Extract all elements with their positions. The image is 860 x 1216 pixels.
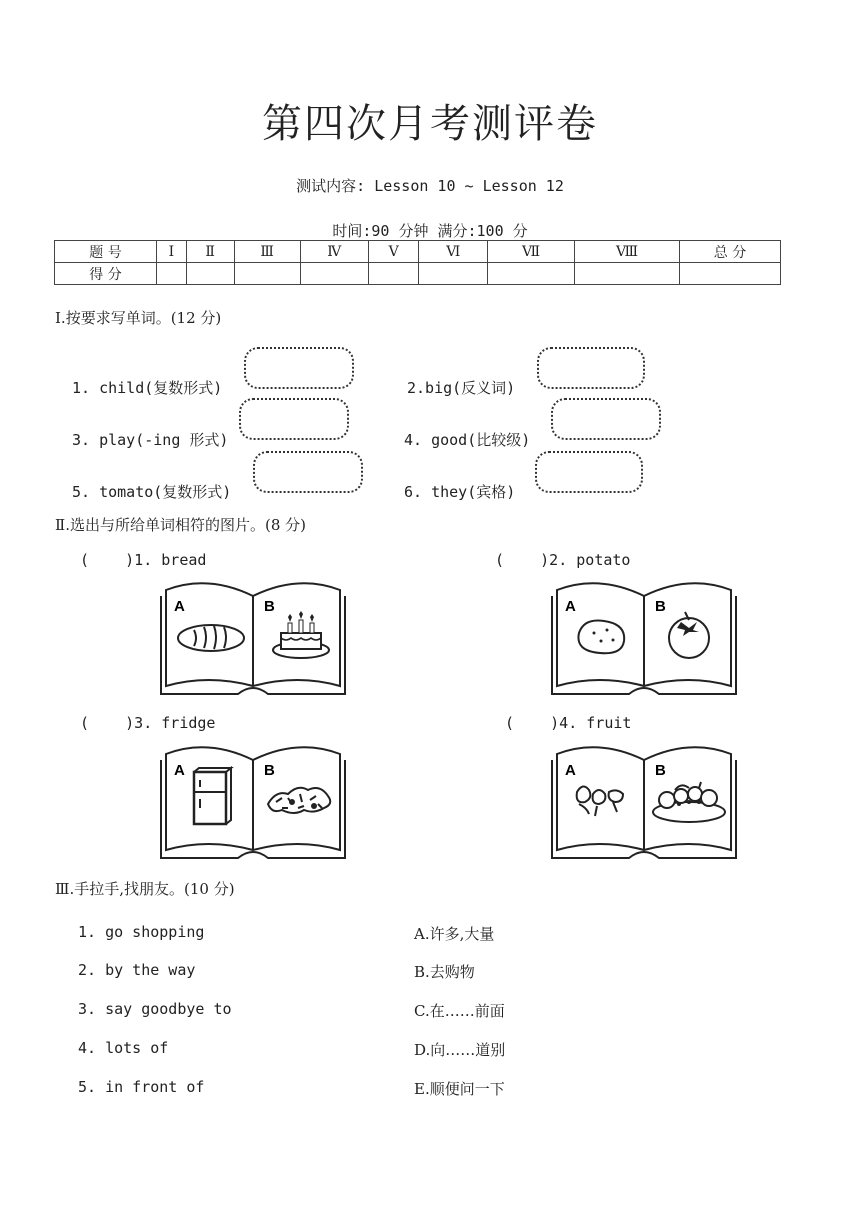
header-cell: Ⅲ xyxy=(234,241,300,263)
section3-heading: Ⅲ.手拉手,找朋友。(10 分) xyxy=(55,880,235,898)
match-right-e[interactable]: E.顺便问一下 xyxy=(414,1080,505,1098)
section1-item-1: 1. child(复数形式) xyxy=(72,379,223,397)
match-left-1[interactable]: 1. go shopping xyxy=(78,923,205,941)
picture-book-2 xyxy=(549,578,739,698)
score-cell[interactable] xyxy=(574,263,679,285)
time-info-line: 时间:90 分钟 满分:100 分 xyxy=(332,222,528,240)
option-a-label: A xyxy=(174,598,185,615)
test-content-line: 测试内容: Lesson 10 ~ Lesson 12 xyxy=(296,177,564,195)
answer-box-4[interactable] xyxy=(551,398,661,440)
header-cell: 题 号 xyxy=(55,241,157,263)
match-left-5[interactable]: 5. in front of xyxy=(78,1078,205,1096)
row-label-cell: 得 分 xyxy=(55,263,157,285)
score-cell[interactable] xyxy=(488,263,575,285)
match-left-2[interactable]: 2. by the way xyxy=(78,961,196,979)
score-table xyxy=(54,240,781,285)
option-b-label: B xyxy=(655,598,666,615)
score-cell[interactable] xyxy=(300,263,368,285)
picture-book-3 xyxy=(158,742,348,862)
picture-book-1 xyxy=(158,578,348,698)
header-cell: Ⅵ xyxy=(419,241,488,263)
header-cell: Ⅳ xyxy=(300,241,368,263)
header-cell: Ⅴ xyxy=(368,241,419,263)
score-cell[interactable] xyxy=(157,263,187,285)
section1-item-6: 6. they(宾格) xyxy=(404,483,516,501)
section2-item-1[interactable]: ( )1. bread xyxy=(80,551,207,569)
match-right-b[interactable]: B.去购物 xyxy=(414,963,475,981)
match-left-3[interactable]: 3. say goodbye to xyxy=(78,1000,232,1018)
section2-item-2[interactable]: ( )2. potato xyxy=(495,551,631,569)
answer-box-2[interactable] xyxy=(537,347,645,389)
match-right-a[interactable]: A.许多,大量 xyxy=(414,925,495,943)
match-left-4[interactable]: 4. lots of xyxy=(78,1039,169,1057)
bread-icon xyxy=(178,625,244,651)
section1-item-3: 3. play(-ing 形式) xyxy=(72,431,229,449)
option-b-label: B xyxy=(264,762,275,779)
answer-box-3[interactable] xyxy=(239,398,349,440)
answer-box-6[interactable] xyxy=(535,451,643,493)
score-table-header-row xyxy=(55,241,781,263)
section1-item-2: 2.big(反义词) xyxy=(407,379,516,397)
option-a-label: A xyxy=(174,762,185,779)
section2-item-4[interactable]: ( )4. fruit xyxy=(505,714,632,732)
header-cell: Ⅰ xyxy=(157,241,187,263)
header-cell: Ⅱ xyxy=(186,241,234,263)
header-cell: Ⅷ xyxy=(574,241,679,263)
section1-item-5: 5. tomato(复数形式) xyxy=(72,483,232,501)
section1-item-4: 4. good(比较级) xyxy=(404,431,531,449)
option-b-label: B xyxy=(264,598,275,615)
fridge-icon xyxy=(194,768,231,824)
score-cell[interactable] xyxy=(680,263,781,285)
page-title: 第四次月考测评卷 xyxy=(262,101,598,147)
potato-icon xyxy=(578,621,624,654)
answer-box-1[interactable] xyxy=(244,347,354,389)
answer-box-5[interactable] xyxy=(253,451,363,493)
section2-item-3[interactable]: ( )3. fridge xyxy=(80,714,216,732)
header-cell: Ⅶ xyxy=(488,241,575,263)
match-right-c[interactable]: C.在……前面 xyxy=(414,1002,505,1020)
option-a-label: A xyxy=(565,598,576,615)
score-cell[interactable] xyxy=(419,263,488,285)
option-a-label: A xyxy=(565,762,576,779)
match-right-d[interactable]: D.向……道别 xyxy=(414,1041,506,1059)
score-table-score-row xyxy=(55,263,781,285)
score-cell[interactable] xyxy=(234,263,300,285)
picture-book-4 xyxy=(549,742,739,862)
option-b-label: B xyxy=(655,762,666,779)
section2-heading: Ⅱ.选出与所给单词相符的图片。(8 分) xyxy=(55,516,306,534)
header-cell: 总 分 xyxy=(680,241,781,263)
section1-heading: Ⅰ.按要求写单词。(12 分) xyxy=(55,309,222,327)
score-cell[interactable] xyxy=(368,263,419,285)
score-cell[interactable] xyxy=(186,263,234,285)
